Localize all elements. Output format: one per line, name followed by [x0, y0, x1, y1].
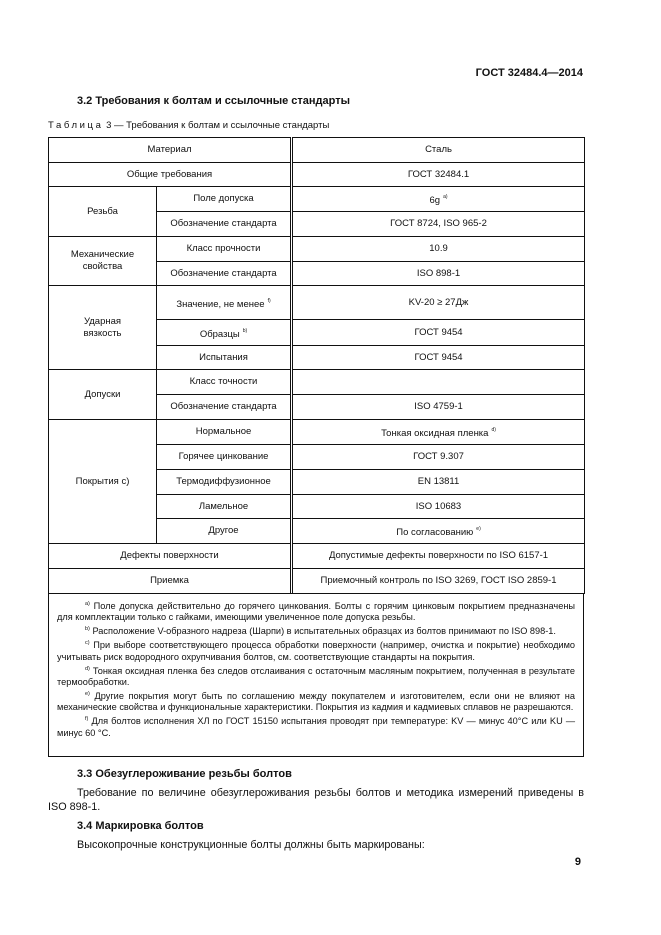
impact-value: KV-20 ≥ 27Дж: [292, 286, 585, 320]
acceptance-value: Приемочный контроль по ISO 3269, ГОСТ ISO 2859-1: [292, 569, 585, 594]
table-caption: [48, 120, 329, 131]
mech-std-label: Обозначение стандарта: [157, 262, 292, 286]
tolerances-class-value: [292, 370, 585, 395]
thread-label: Резьба: [49, 187, 157, 237]
footnote-mark: e): [476, 526, 481, 532]
impact-value-label: Значение, не менее $^{f)}$: [157, 286, 292, 320]
coating-lamel-value: ISO 10683: [292, 495, 585, 519]
header-material: Материал: [49, 138, 292, 163]
footnote-c: $^{c)}$ При выборе соответствующего процесса обработки поверхности (например, очистка и покрытие) необходимо учитывать риск водородного охрупчивания болтов, см. соответствующие стандарты на покрытия.: [57, 640, 575, 662]
footnote-a: $^{а)}$ Поле допуска действительно до горячего цинкования. Болты с горячим цинковым покрытием предназначены для комплектации только с гайками, имеющими увеличенное поле допуска резьбы.: [57, 601, 575, 623]
impact-label: Ударная вязкость: [49, 286, 157, 370]
thread-std-value: ГОСТ 8724, ISO 965-2: [292, 212, 585, 237]
tolerances-std-label: Обозначение стандарта: [157, 395, 292, 420]
coating-lamel-label: Ламельное: [157, 495, 292, 519]
footnote-d: $^{d)}$ Тонкая оксидная пленка без следов отслаивания с остаточным масляным покрытием, полученная в результате термообработки.: [57, 665, 575, 687]
tolerances-label: Допуски: [49, 370, 157, 420]
coatings-label: Покрытия с): [49, 420, 157, 544]
general-value: ГОСТ 32484.1: [292, 163, 585, 187]
section-3-4-text: Высокопрочные конструкционные болты должны быть маркированы:: [77, 839, 425, 851]
coating-thermo-label: Термодиффузионное: [157, 470, 292, 495]
table-row: [49, 187, 585, 212]
table-caption-word: Таблица: [48, 120, 104, 131]
table-row: [49, 286, 585, 320]
tolerances-std-value: ISO 4759-1: [292, 395, 585, 420]
coating-thermo-value: EN 13811: [292, 470, 585, 495]
page-number: 9: [574, 856, 581, 868]
footnote-mark: f): [267, 297, 271, 304]
mech-label: Механические свойства: [49, 237, 157, 286]
section-3-2-title: 3.2 Требования к болтам и ссылочные стандарты: [77, 95, 351, 107]
coating-hot-label: Горячее цинкование: [157, 445, 292, 470]
footnote-mark: d): [491, 427, 496, 433]
coating-other-value: По согласованию $^{e)}$: [292, 519, 585, 544]
mech-std-value: ISO 898-1: [292, 262, 585, 286]
impact-samples-label: Образцы $^{b)}$: [157, 320, 292, 346]
coating-normal-label: Нормальное: [157, 420, 292, 445]
table-footnotes: [48, 593, 584, 757]
header-steel: Сталь: [292, 138, 585, 163]
mech-class-value: 10.9: [292, 237, 585, 262]
coating-normal-value: Тонкая оксидная пленка $^{d)}$: [292, 420, 585, 445]
mech-class-label: Класс прочности: [157, 237, 292, 262]
defects-label: Дефекты поверхности: [49, 544, 292, 569]
acceptance-label: Приемка: [49, 569, 292, 594]
impact-tests-value: ГОСТ 9454: [292, 346, 585, 370]
table-row: [49, 163, 585, 187]
table-row: [49, 370, 585, 395]
table-row: [49, 420, 585, 445]
thread-tol-label: Поле допуска: [157, 187, 292, 212]
table-caption-text: 3 — Требования к болтам и ссылочные стандарты: [103, 120, 330, 131]
general-label: Общие требования: [49, 163, 292, 187]
thread-std-label: Обозначение стандарта: [157, 212, 292, 237]
section-3-3-text: Требование по величине обезуглероживания резьбы болтов и методика измерений приведены в ISO 898-1.: [48, 787, 584, 813]
table-header-row: [49, 138, 585, 163]
thread-tol-value: 6g $^{а)}$: [292, 187, 585, 212]
coating-other-label: Другое: [157, 519, 292, 544]
footnote-f: $^{f)}$ Для болтов исполнения ХЛ по ГОСТ 15150 испытания проводят при температуре: KV — минус 40°С или KU — минус 60 °С.: [57, 716, 575, 738]
table-row: [49, 569, 585, 594]
footnote-b: $^{b)}$ Расположение V-образного надреза (Шарпи) в испытательных образцах из болтов принимают по ISO 898-1.: [85, 626, 556, 637]
footnote-mark: а): [443, 194, 448, 200]
footnote-e: $^{e)}$ Другие покрытия могут быть по соглашению между покупателем и изготовителем, если они не влияют на механические свойства и функциональные характеристики. Покрытия из кадмия и кадмиевых сплавов не разрешаются.: [57, 690, 575, 713]
impact-tests-label: Испытания: [157, 346, 292, 370]
requirements-table: [48, 137, 585, 594]
coating-hot-value: ГОСТ 9.307: [292, 445, 585, 470]
table-row: [49, 544, 585, 569]
tolerances-class-label: Класс точности: [157, 370, 292, 395]
section-3-4-title: 3.4 Маркировка болтов: [77, 820, 204, 832]
footnote-mark: b): [242, 327, 248, 334]
document-id: ГОСТ 32484.4—2014: [475, 67, 583, 79]
defects-value: Допустимые дефекты поверхности по ISO 6157-1: [292, 544, 585, 569]
section-3-3-title: 3.3 Обезуглероживание резьбы болтов: [77, 768, 292, 780]
table-row: [49, 237, 585, 262]
impact-samples-value: ГОСТ 9454: [292, 320, 585, 346]
